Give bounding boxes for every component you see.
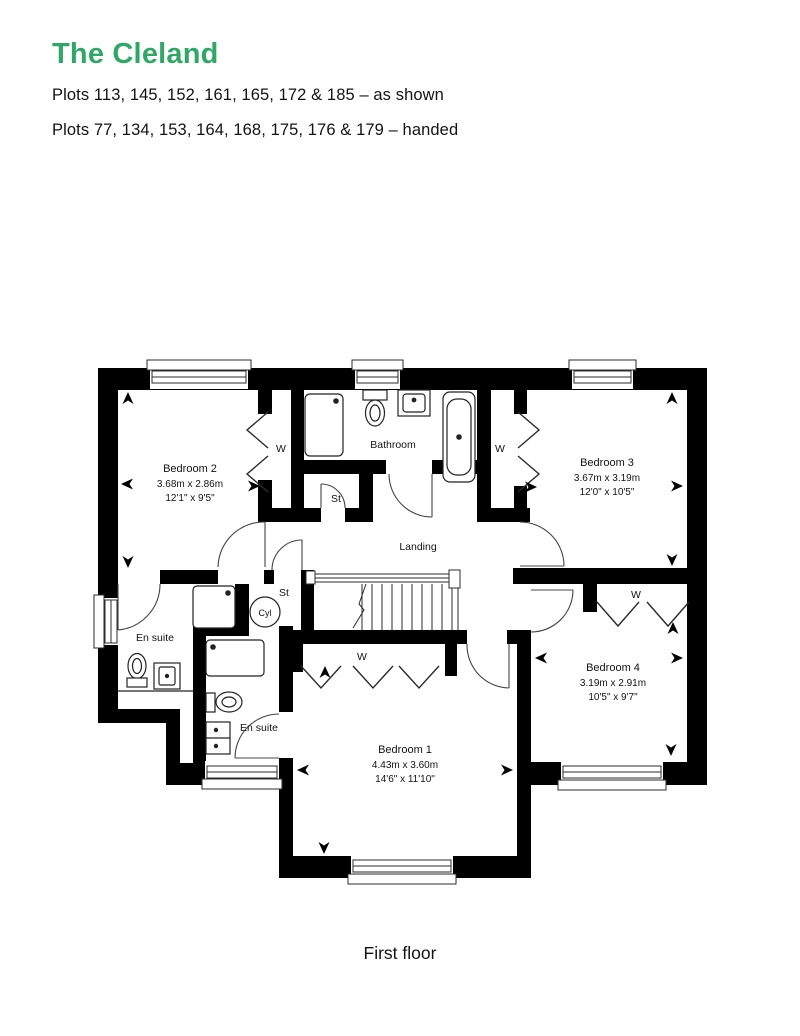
label-ensuite-bed2: En suite [136,632,174,644]
sink-ensuite2 [154,663,180,689]
label-bathroom: Bathroom [370,439,416,451]
door-ensuite2-bed2 [118,584,160,630]
label-bedroom2-imperial: 12'1" x 9'5" [165,493,215,504]
bifold-bed1 [301,666,439,688]
window [558,760,666,790]
sink-bathroom [398,390,430,416]
bath [443,392,475,482]
label-cylinder: Cyl [258,608,272,618]
door-bedroom4 [531,590,573,632]
label-wardrobe-bed3: W [495,443,505,455]
plots-as-shown: Plots 113, 145, 152, 161, 165, 172 & 185 – as shown [52,86,444,104]
window [147,360,251,389]
label-bedroom2-metric: 3.68m x 2.86m [156,479,224,490]
door-bathroom [389,474,432,517]
newel-post [306,571,315,584]
window [94,595,121,648]
page-title: The Cleland [52,38,219,70]
newel-post [449,570,460,588]
door-bedroom2 [218,522,265,567]
label-wardrobe-bed2: W [276,443,286,455]
window [569,360,636,389]
door-bedroom1 [467,644,509,688]
door-cylinder-store [272,540,302,570]
label-bedroom4-name: Bedroom 4 [586,662,640,674]
label-bedroom1-metric: 4.43m x 3.60m [371,760,439,771]
window [202,761,282,789]
floor-caption: First floor [363,943,437,963]
window [352,360,403,389]
label-bedroom1-imperial: 14'6" x 11'10" [375,774,435,785]
label-landing: Landing [399,541,437,553]
stair-break-line [353,584,366,628]
label-bedroom4-metric: 3.19m x 2.91m [579,678,647,689]
bifold-bed4 [597,602,689,626]
label-wardrobe-bed1: W [357,651,367,663]
bifold-bed3 [518,412,539,492]
shower-bathroom [305,394,343,456]
toilet-bathroom [363,390,387,426]
door-bedroom3 [520,522,564,566]
window [348,854,456,884]
label-bedroom3-metric: 3.67m x 3.19m [573,473,641,484]
shower-ensuite1 [206,640,264,676]
label-bedroom4-imperial: 10'5" x 9'7" [588,692,638,703]
toilet-ensuite2 [127,654,147,688]
label-storage-1: St [331,493,341,505]
label-ensuite-bed1: En suite [240,722,278,734]
sink-ensuite1 [206,722,230,754]
toilet-ensuite1 [206,692,242,712]
plots-handed: Plots 77, 134, 153, 164, 168, 175, 176 & 179 – handed [52,121,459,139]
staircase [306,570,460,630]
door-ensuite-bed1 [235,714,279,758]
label-storage-2: St [279,587,289,599]
label-bedroom1-name: Bedroom 1 [378,744,432,756]
shower-ensuite2 [193,586,235,628]
label-bedroom3-name: Bedroom 3 [580,457,634,469]
label-bedroom3-imperial: 12'0" x 10'5" [579,487,635,498]
label-bedroom2-name: Bedroom 2 [163,463,217,475]
label-wardrobe-bed4: W [631,589,641,601]
